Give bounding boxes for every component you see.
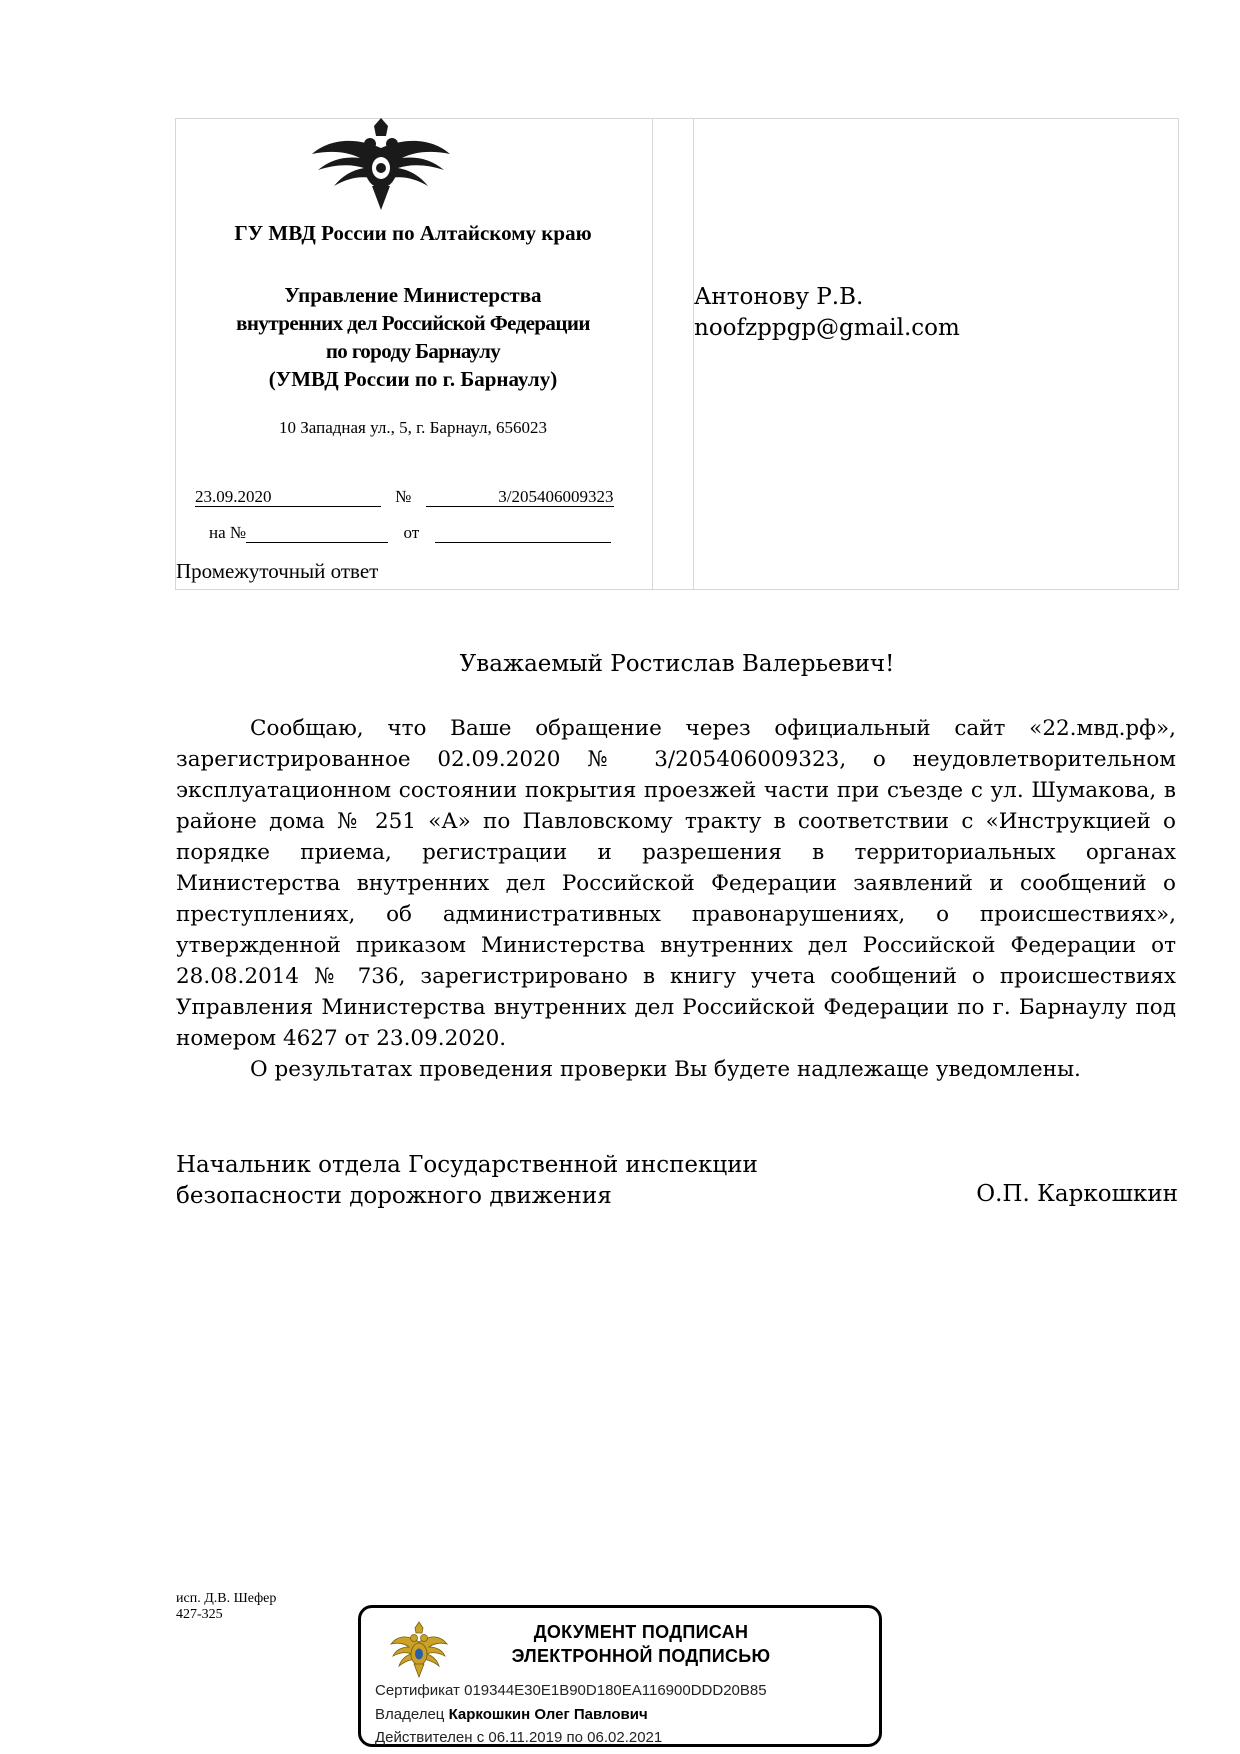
reference-number-blank [246,542,388,543]
reference-date-blank [435,542,611,543]
signer-title-line: Начальник отдела Государственной инспекции [176,1152,758,1178]
owner-label: Владелец [375,1706,445,1723]
salutation: Уважаемый Ростислав Валерьевич! [459,651,895,677]
signer-name: О.П. Каркошкин [976,1181,1178,1207]
stamp-title [481,1620,801,1668]
validity-from: 06.11.2019 [488,1729,563,1746]
from-label: от [403,523,420,542]
reply-type: Промежуточный ответ [176,559,379,583]
signer-title-line: безопасности дорожного движения [176,1183,612,1209]
organization-line: (УМВД России по г. Барнаулу) [268,367,558,391]
validity-to: 06.02.2021 [587,1729,663,1746]
mvd-emblem-gold-icon [389,1620,449,1678]
parent-organization: ГУ МВД России по Алтайскому краю [234,221,592,245]
executor-phone: 427-325 [176,1607,223,1622]
executor-name: исп. Д.В. Шефер [176,1591,277,1606]
body-paragraph: Сообщаю, что Ваше обращение через официальный сайт «22.мвд.рф», зарегистрированное 02.09.2020 № 3/205406009323, о неудовлетворительном эксплуатационном состоянии покрытия проезжей части при съезде с ул. Шумакова, в районе дома № 251 «А» по Павловскому тракту в соответствии с «Инструкцией о порядке приема, регистрации и разрешения в территориальных органах Министерства внутренних дел Российской Федерации заявлений и сообщений о преступлениях, об административных правонарушениях, о происшествиях», утвержденной приказом Министерства внутренних дел Российской Федерации от 28.08.2014 № 736, зарегистрировано в книгу учета сообщений о происшествиях Управления Министерства внутренних дел Российской Федерации по г. Барнаулу под номером 4627 от 23.09.2020. [176,716,1176,1051]
organization-address: 10 Западная ул., 5, г. Барнаул, 656023 [279,418,547,437]
executor-info [176,1591,276,1623]
stamp-title-line: ДОКУМЕНТ ПОДПИСАН [533,1622,749,1642]
recipient-name: Антонову Р.В. [694,284,864,310]
organization-name [175,281,651,393]
reference-label: на № [209,523,247,542]
stamp-certificate [375,1682,767,1699]
registration-line [195,487,614,507]
organization-line: Управление Министерства [284,283,542,307]
validity-prefix: Действителен с [375,1729,485,1746]
certificate-label: Сертификат [375,1682,460,1699]
stamp-owner [375,1706,648,1723]
signer-title [176,1150,758,1212]
body-paragraph: О результатах проведения проверки Вы будете надлежаще уведомлены. [250,1057,1081,1082]
number-label: № [395,487,412,506]
mvd-emblem-icon [308,116,454,212]
validity-mid: по [566,1729,583,1746]
outgoing-date: 23.09.2020 [195,488,381,507]
recipient-email: noofzppgp@gmail.com [694,315,960,341]
e-signature-stamp [358,1605,882,1747]
outgoing-number: 3/205406009323 [426,488,614,507]
recipient [694,282,960,344]
stamp-title-line: ЭЛЕКТРОННОЙ ПОДПИСЬЮ [511,1646,771,1666]
organization-line: внутренних дел Российской Федерации [236,311,590,335]
letter-body [176,713,1176,1085]
certificate-value: 019344E30E1B90D180EA116900DDD20B85 [464,1682,767,1699]
stamp-validity [375,1729,662,1746]
organization-line: по городу Барнаулу [325,339,501,363]
owner-value: Каркошкин Олег Павлович [448,1706,648,1723]
reference-line [209,523,611,543]
table-divider [652,119,653,589]
table-divider [693,119,694,589]
